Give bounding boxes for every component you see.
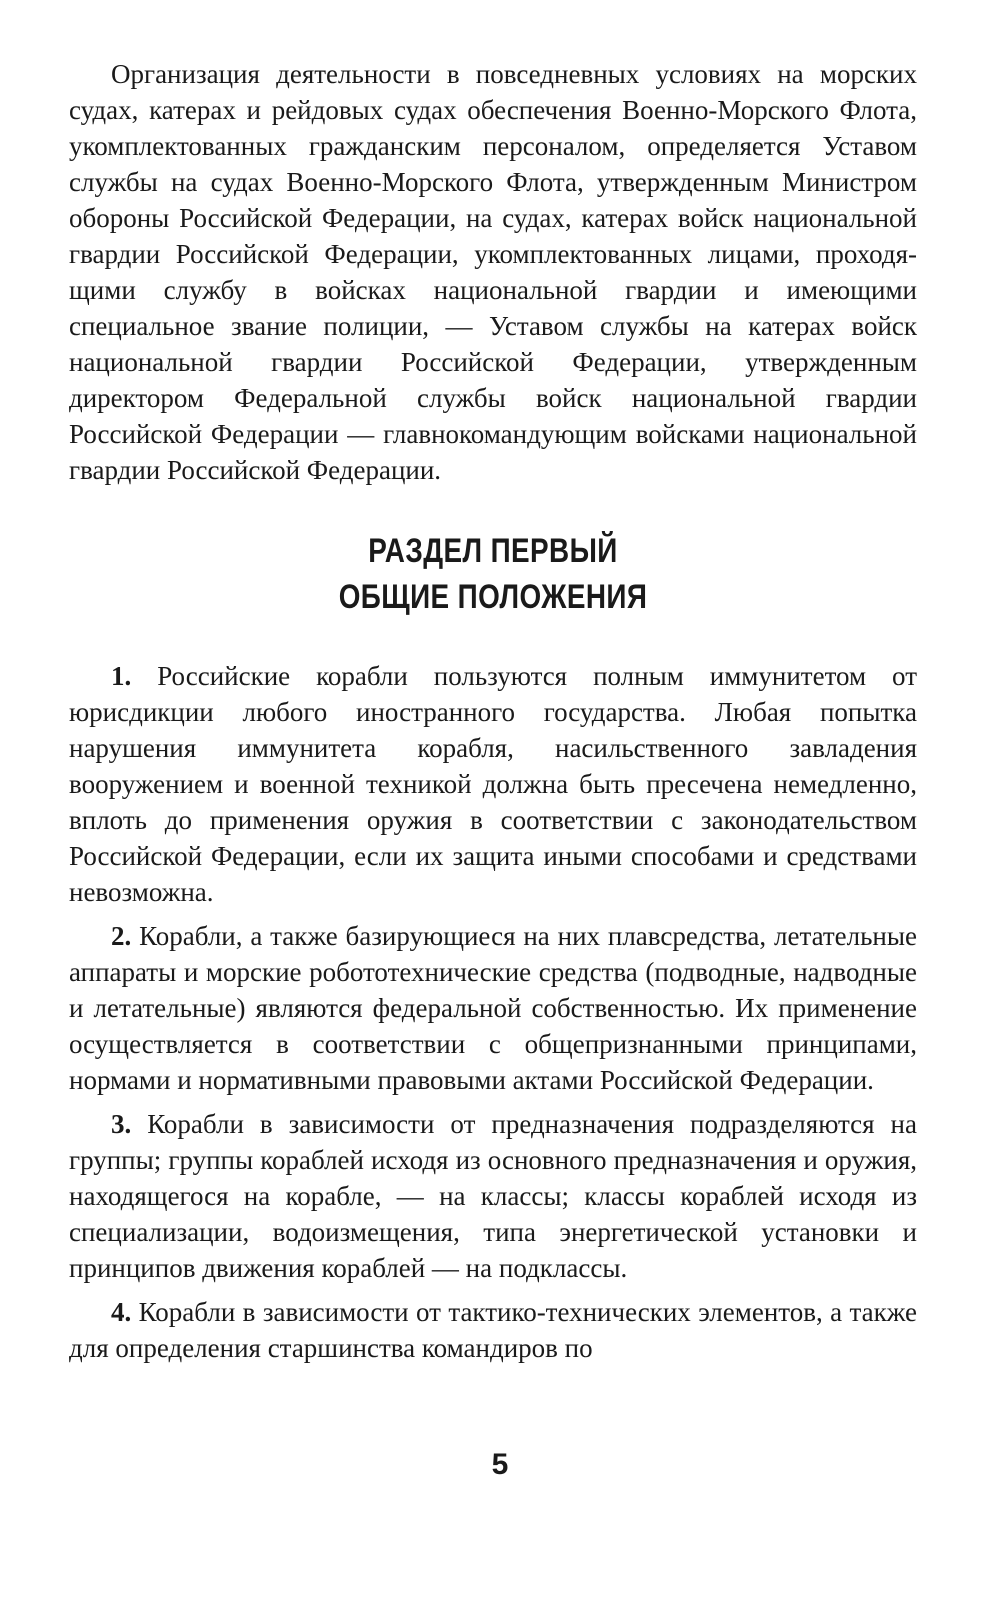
clause-number: 4. — [111, 1297, 132, 1327]
section-heading — [145, 528, 840, 620]
section-title: РАЗДЕЛ ПЕРВЫЙ — [368, 532, 618, 570]
clause-3 — [69, 1106, 917, 1286]
clause-text: Российские корабли пользуются полным иммунитетом от юрисдикции любого иностранного государства. Любая попытка нарушения иммунитета корабля, насильственного завладения вооружением и военной техникой должна быть пресечена немедленно, вплоть до применения оружия в соответствии с законодательством Российской Федерации, если их защита иными способами и средствами невозможна. — [69, 661, 917, 907]
clause-number: 1. — [111, 661, 132, 691]
clause-text: Корабли, а также базирующиеся на них плавсредства, летательные аппараты и морские робототехнические средства (подводные, надводные и летательные) являются федеральной собственностью. Их применение осуществляется в соответствии с общепризнанными принципами, нормами и нормативными правовыми актами Российской Федерации. — [69, 921, 917, 1095]
clause-text: Корабли в зависимости от предназначения подразделяются на группы; группы кораблей исходя из основного предназначения и оружия, находящегося на корабле, — на классы; классы кораблей исходя из специализации, водоизмещения, типа энергетической установки и принципов движения кораблей — на подклассы. — [69, 1109, 917, 1283]
page-number: 5 — [491, 1448, 509, 1481]
clause-text: Корабли в зависимости от тактико-технических элементов, а также для определения старшинства командиров по — [69, 1297, 917, 1363]
section-subtitle: ОБЩИЕ ПОЛОЖЕНИЯ — [338, 578, 648, 616]
clause-2 — [69, 918, 917, 1098]
clause-4 — [69, 1294, 917, 1366]
clause-1 — [69, 658, 917, 910]
intro-paragraph: Организация деятельности в повседневных условиях на морских судах, катерах и рейдовых судах обеспечения Военно-Морского Флота, укомплектованных гражданским персоналом, определяется Уставом службы на судах Военно-Морского Флота, утвержденным Министром обороны Российской Федерации, на судах, катерах войск национальной гвардии Российской Федерации, укомплектованных лицами, проходящими службу в войсках национальной гвардии и имеющими специальное звание полиции, — Уставом службы на катерах войск национальной гвардии Российской Федерации, утвержденным директором Федеральной службы войск национальной гвардии Российской Федерации — главнокомандующим войсками национальной гвардии Российской Федерации. — [69, 59, 917, 485]
clause-number: 2. — [111, 921, 132, 951]
clause-number: 3. — [111, 1109, 132, 1139]
page-body — [69, 56, 917, 1366]
